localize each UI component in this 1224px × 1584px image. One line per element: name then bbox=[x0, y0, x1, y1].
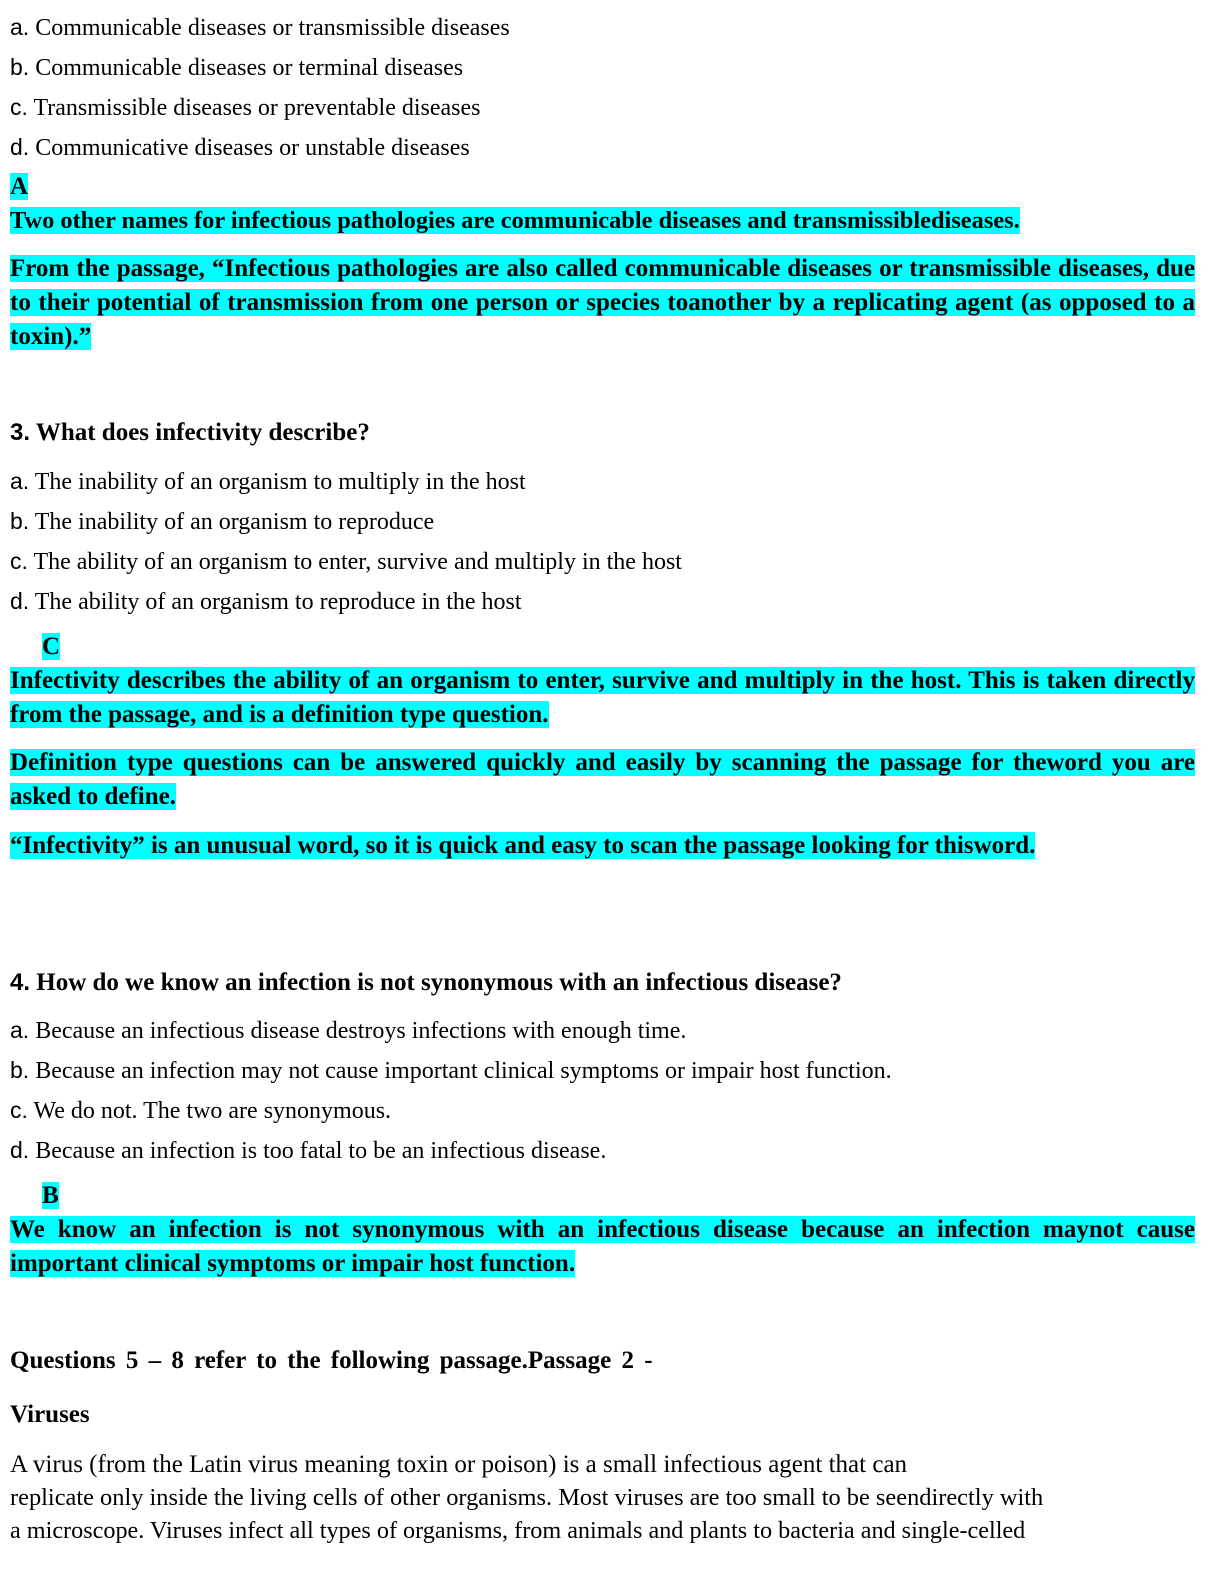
q4-answer: B bbox=[42, 1182, 59, 1209]
passage-line-1: A virus (from the Latin virus meaning toxin or poison) is a small infectious agent that can bbox=[10, 1451, 908, 1478]
q2-explanation-1: Two other names for infectious pathologies are communicable diseases and transmissiblediseases. bbox=[10, 207, 1020, 234]
q3-explanation-2: Definition type questions can be answered quickly and easily by scanning the passage for theword you are asked to define. bbox=[10, 749, 1195, 810]
q3-option-c: c. The ability of an organism to enter, survive and multiply in the host bbox=[10, 548, 682, 575]
q3-explanation-3: “Infectivity” is an unusual word, so it is quick and easy to scan the passage looking for thisword. bbox=[10, 832, 1036, 859]
q2-option-a: a. Communicable diseases or transmissible diseases bbox=[10, 14, 510, 41]
passage-title: Viruses bbox=[10, 1401, 90, 1428]
q3-option-d: d. The ability of an organism to reproduce in the host bbox=[10, 588, 522, 615]
q3-question: 3. What does infectivity describe? bbox=[10, 419, 370, 446]
q2-explanation-2: From the passage, “Infectious pathologies are also called communicable diseases or transmissible diseases, due to their potential of transmission from one person or species toanother by a replicating agent (as opposed to a toxin).” bbox=[10, 255, 1195, 350]
q4-option-b: b. Because an infection may not cause important clinical symptoms or impair host function. bbox=[10, 1057, 892, 1084]
q2-answer: A bbox=[10, 173, 29, 200]
q3-explanation-1: Infectivity describes the ability of an organism to enter, survive and multiply in the host. This is taken directly from the passage, and is a definition type question. bbox=[10, 667, 1195, 728]
passage-line-3: a microscope. Viruses infect all types of organisms, from animals and plants to bacteria and single-celled bbox=[10, 1517, 1026, 1544]
q3-answer: C bbox=[42, 633, 61, 660]
q2-option-d: d. Communicative diseases or unstable diseases bbox=[10, 134, 470, 161]
q4-question: 4. How do we know an infection is not synonymous with an infectious disease? bbox=[10, 969, 842, 996]
q4-option-a: a. Because an infectious disease destroys infections with enough time. bbox=[10, 1017, 687, 1044]
q4-option-c: c. We do not. The two are synonymous. bbox=[10, 1097, 392, 1124]
q3-option-b: b. The inability of an organism to reproduce bbox=[10, 508, 435, 535]
q2-option-c: c. Transmissible diseases or preventable diseases bbox=[10, 94, 481, 121]
passage-text bbox=[10, 1448, 1195, 1547]
q3-option-a: a. The inability of an organism to multiply in the host bbox=[10, 468, 526, 495]
passage-line-2: replicate only inside the living cells of other organisms. Most viruses are too small to be seendirectly with bbox=[10, 1484, 1044, 1511]
passage-intro: Questions 5 – 8 refer to the following passage.Passage 2 - bbox=[10, 1347, 653, 1374]
q4-explanation-1: We know an infection is not synonymous with an infectious disease because an infection maynot cause important clinical symptoms or impair host function. bbox=[10, 1216, 1195, 1277]
q4-option-d: d. Because an infection is too fatal to be an infectious disease. bbox=[10, 1137, 607, 1164]
q2-option-b: b. Communicable diseases or terminal diseases bbox=[10, 54, 464, 81]
